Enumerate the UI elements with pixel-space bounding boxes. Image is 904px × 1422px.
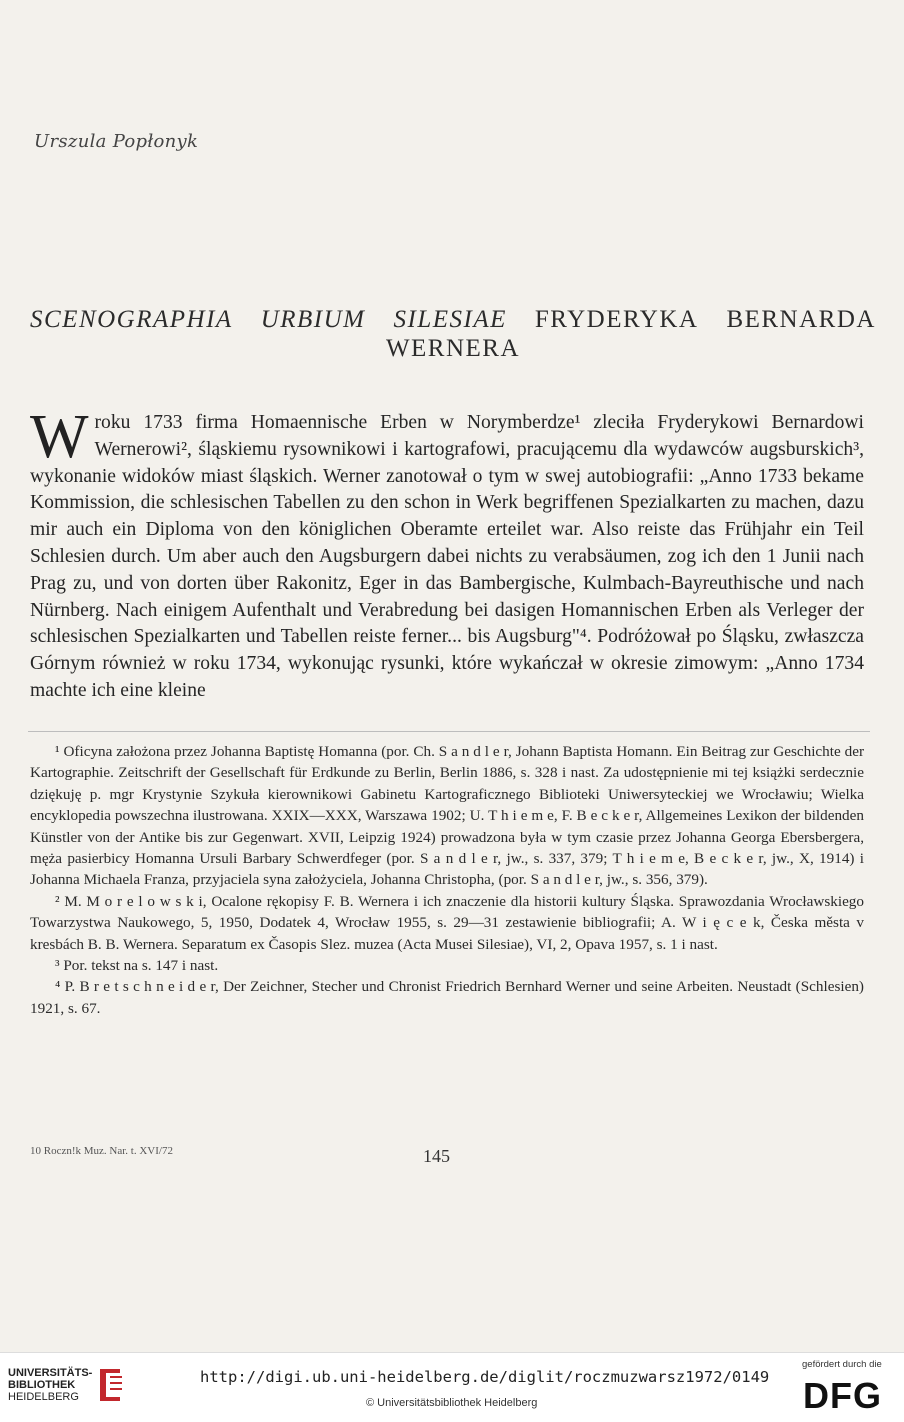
article-title	[30, 305, 876, 363]
footnote-2: ² M. M o r e l o w s k i, Ocalone rękopisy F. B. Wernera i ich znaczenie dla historii kultury Śląska. Sprawozdania Wrocławskiego Towarzystwa Naukowego, 5, 1950, Dodatek 4, Wrocław 1955, s. 29—31 zestawienie bibliografii; A. W i ę c e k, Česka města v kresbách B. B. Wernera. Separatum ex Časopis Slez. muzea (Acta Musei Silesiae), VI, 2, Opava 1957, s. 1 i nast.	[30, 892, 864, 953]
dfg-logo[interactable]: DFG	[803, 1375, 882, 1416]
body-paragraph	[30, 403, 864, 705]
logo-line: BIBLIOTHEK	[8, 1379, 76, 1391]
title-line-1	[30, 305, 876, 334]
body-text: roku 1733 firma Homaennische Erben w Norymberdze¹ zleciła Fryderykowi Bernardowi Wernerowi², śląskiemu rysownikowi i kartografowi, pracującemu dla wydawców augsburskich³, wykonanie widoków miast śląskich. Werner zanotował o tym w swej autobiografii: „Anno 1733 bekame Kommission, die schlesischen Tabellen zu den schon in Werk begriffenen Spezialkarten zu machen, dazu mir auch ein Diploma von den königlichen Oberamte erteilet war. Also reiste das Frühjahr ein Teil Schlesien durch. Um aber auch den Augsburgern dabei nichts zu verabsäumen, zog ich den 1 Junii nach Prag zu, und von dorten über Rakonitz, Eger in das Bambergische, Kulmbach-Bayreuthische und nach Nürnberg. Nach einigem Aufenthalt und Verabredung bei dasigen Homannischen Erben als Verleger der schlesischen Spezialkarten und Tabellen reiste ferner... bis Augsburg"⁴. Podróżował po Śląsku, zwłaszcza Górnym również w roku 1734, wykonując rysunki, które wykańczał w okresie zimowym: „Anno 1734 machte ich eine kleine	[30, 412, 864, 701]
permalink[interactable]: http://digi.ub.uni-heidelberg.de/diglit/roczmuzwarsz1972/0149	[200, 1368, 770, 1386]
logo-line: HEIDELBERG	[8, 1391, 79, 1403]
title-word: SILESIAE	[393, 306, 507, 333]
footnote-4: ⁴ P. B r e t s c h n e i d e r, Der Zeichner, Stecher und Chronist Friedrich Bernhard Werner und seine Arbeiten. Neustadt (Schlesien) 1921, s. 67.	[30, 978, 864, 1017]
library-emblem-icon	[94, 1363, 126, 1407]
footnote-divider	[28, 731, 870, 732]
title-line-2: WERNERA	[385, 335, 521, 362]
signature-line: 10 Roczn!k Muz. Nar. t. XVI/72	[30, 1145, 173, 1157]
drop-cap: W	[30, 403, 89, 471]
title-word: SCENOGRAPHIA	[30, 306, 233, 333]
viewer-footer	[0, 1352, 904, 1422]
copyright: © Universitätsbibliothek Heidelberg	[366, 1397, 538, 1409]
footnote-1: ¹ Oficyna założona przez Johanna Baptistę Homanna (por. Ch. S a n d l e r, Johann Baptista Homann. Ein Beitrag zur Geschichte der Kartographie. Zeitschrift der Gesellschaft für Erdkunde zu Berlin, Berlin 1886, s. 328 i nast. Za udostępnienie mi tej książki serdecznie dziękuję p. mgr Krystynie Szykuła kierownikowi Gabinetu Kartograficznego Biblioteki Uniwersyteckiej we Wrocławiu; Wielka encyklopedia powszechna ilustrowana. XXIX—XXX, Warszawa 1902; U. T h i e m e, F. B e c k e r, Allgemeines Lexikon der bildenden Künstler von der Antike bis zur Gegenwart. XVII, Leipzig 1924) prowadzona była w tym czasie przez Johanna Georga Ebersbergera, męża pasierbicy Homanna Ursuli Barbary Schwerdfeger (por. S a n d l e r, jw., s. 337, 379; T h i e m e, B e c k e r, jw., X, 1914) i Johanna Michaela Franza, przyjaciela syna założyciela, Johanna Christopha, (por. S a n d l e r, jw., s. 356, 379).	[30, 743, 864, 889]
author-name: Urszula Popłonyk	[34, 131, 199, 152]
title-word: BERNARDA	[726, 306, 876, 333]
page-number: 145	[423, 1146, 450, 1166]
logo-line: UNIVERSITÄTS-	[8, 1367, 93, 1379]
footnote-3: ³ Por. tekst na s. 147 i nast.	[55, 957, 219, 975]
footnotes	[30, 741, 864, 1019]
title-word: FRYDERYKA	[534, 306, 699, 333]
library-logo[interactable]	[8, 1367, 92, 1403]
title-word: URBIUM	[260, 306, 366, 333]
dfg-caption: gefördert durch die	[802, 1359, 882, 1370]
